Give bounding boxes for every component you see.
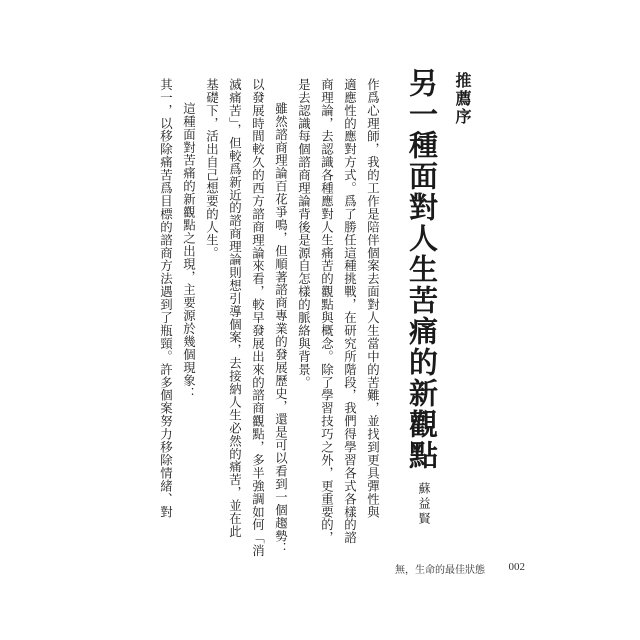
body-line: 是去認識每個諮商理論背後是源自怎樣的脈絡與背景。 — [296, 78, 312, 389]
body-line: 滅痛苦」，但較爲新近的諮商理論則想引導個案，去接納人生必然的痛苦，並在此 — [227, 78, 243, 538]
body-line: 適應性的應對方式。爲了勝任這種挑戰，在研究所階段，我們得學習各式各樣的諮 — [342, 78, 358, 545]
body-line: 其一，以移除痛苦爲目標的諮商方法遇到了瓶頸。許多個案努力移除情緒、對 — [158, 78, 174, 519]
body-line: 雖然諮商理論百花爭鳴，但順著諮商專業的發展歷史，還是可以看到一個趨勢： — [273, 102, 289, 556]
author-name: 蘇益賢 — [417, 482, 431, 527]
body-line: 這種面對苦痛的新觀點之出現，主要源於幾個現象： — [181, 102, 197, 400]
body-line: 作爲心理師，我的工作是陪伴個案去面對人生當中的苦難，並找到更具彈性與 — [365, 78, 381, 519]
body-line: 基礎下，活出自己想要的人生。 — [204, 78, 220, 260]
page-number: 002 — [508, 561, 525, 573]
preface-label: 推薦序 — [453, 72, 472, 126]
footer-book-title: 無，生命的最佳狀態 — [395, 565, 485, 576]
body-line: 商理論，去認識各種應對人生痛苦的觀點與概念。除了學習技巧之外，更重要的， — [319, 78, 335, 545]
preface-title: 另一種面對人生苦痛的新觀點 — [405, 68, 439, 471]
body-line: 以發展時間較久的西方諮商理論來看，較早發展出來的諮商觀點，多半強調如何「消 — [250, 78, 266, 558]
